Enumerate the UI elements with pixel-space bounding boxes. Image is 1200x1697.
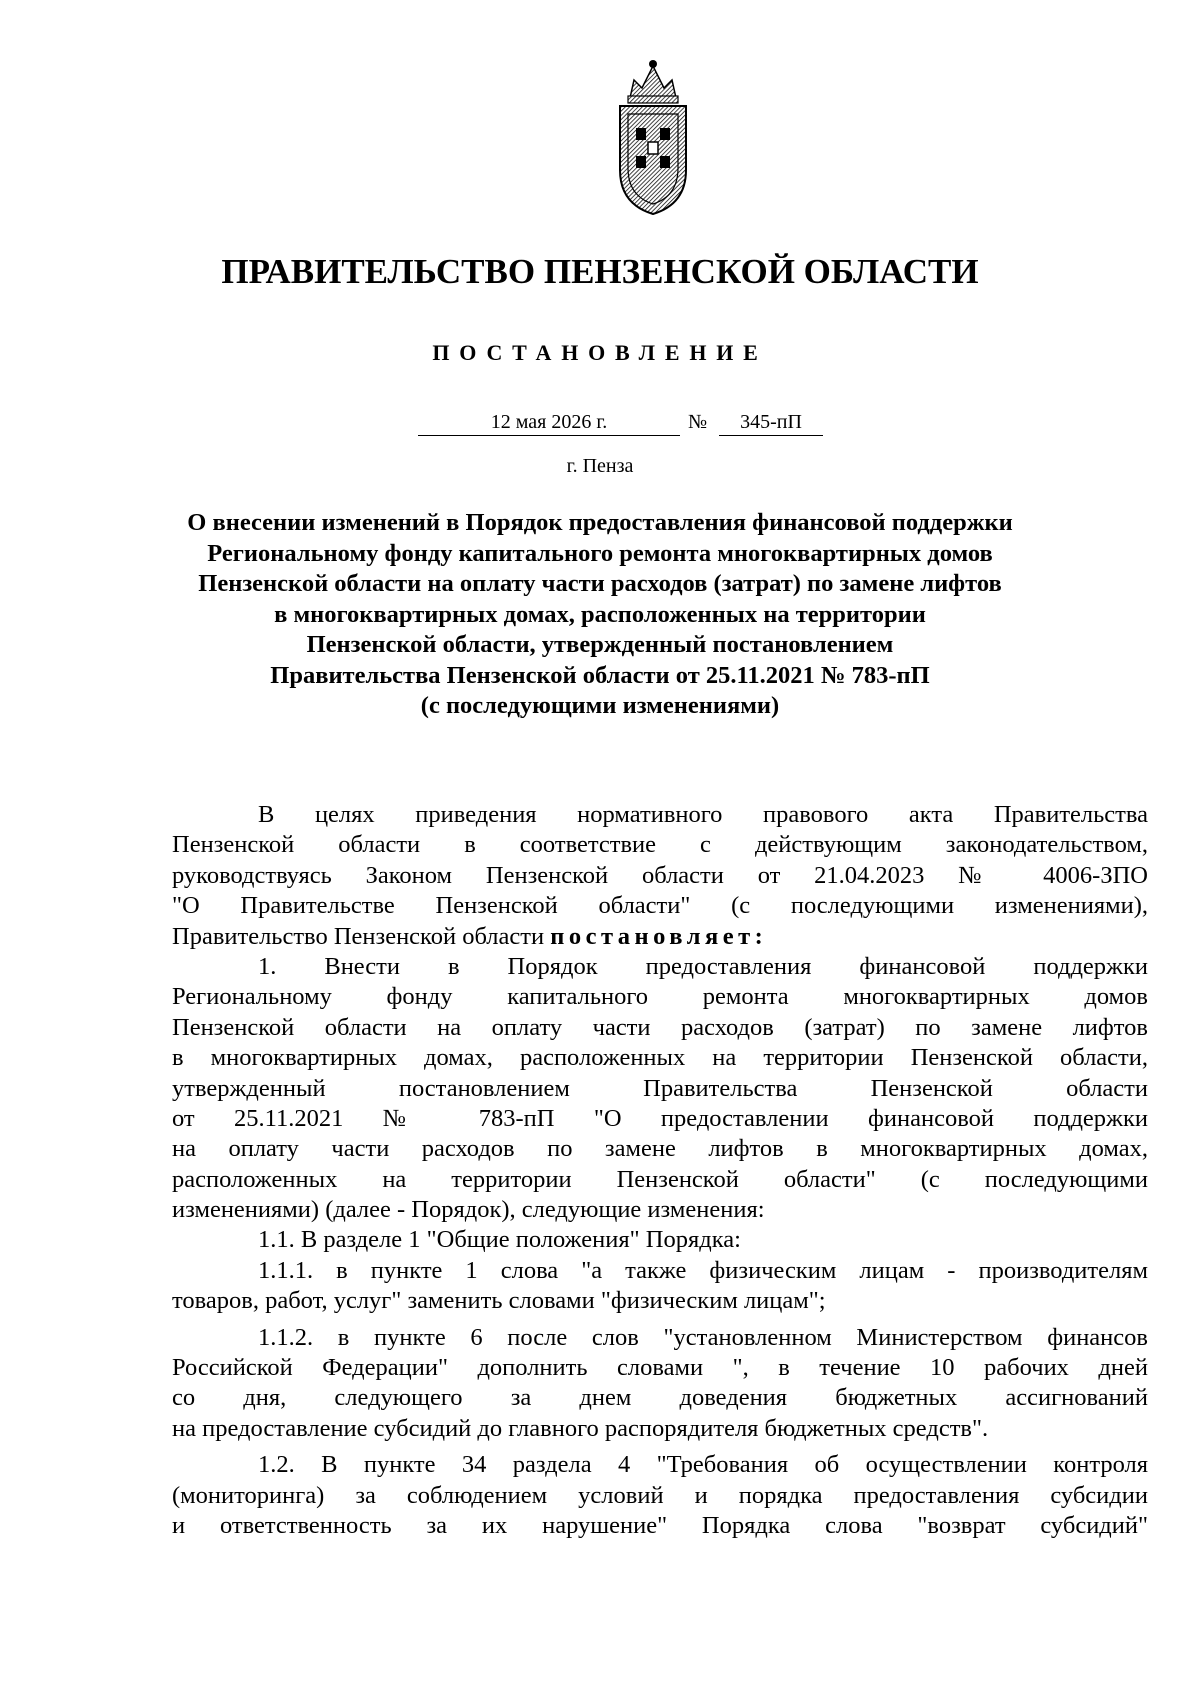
item-1-1-2-line: на предоставление субсидий до главного распорядителя бюджетных средств".: [172, 1414, 989, 1442]
document-title: [170, 508, 1030, 722]
document-body: [172, 800, 1148, 1541]
document-date: 12 мая 2026 г.: [418, 408, 680, 436]
item-1-1-1-line: товаров, работ, услуг" заменить словами "физическим лицам";: [172, 1287, 826, 1315]
resolves-word: постановляет:: [550, 922, 768, 950]
penza-region-coat-of-arms-icon: [610, 58, 696, 220]
organization-name: ПРАВИТЕЛЬСТВО ПЕНЗЕНСКОЙ ОБЛАСТИ: [221, 252, 979, 291]
item-1-1-2-line: со дня, следующего за днем доведения бюджетных ассигнований: [172, 1384, 1148, 1412]
item-1-line: в многоквартирных домах, расположенных на территории Пензенской области,: [172, 1044, 1148, 1072]
document-number: 345-пП: [719, 408, 823, 436]
title-line: Пензенской области, утвержденный постановлением: [306, 631, 894, 658]
title-line: (с последующими изменениями): [420, 692, 780, 719]
preamble-line: руководствуясь Законом Пензенской области от 21.04.2023 № 4006-ЗПО: [172, 861, 1148, 889]
preamble-line: Пензенской области в соответствие с действующим законодательством,: [172, 831, 1148, 859]
preamble-line: В целях приведения нормативного правового акта Правительства: [258, 801, 1148, 828]
item-1-line: расположенных на территории Пензенской области" (с последующими: [172, 1165, 1148, 1193]
item-1-line: Региональному фонду капитального ремонта многоквартирных домов: [172, 983, 1148, 1011]
title-line: в многоквартирных домах, расположенных на территории: [274, 600, 926, 628]
item-1-line: от 25.11.2021 № 783-пП "О предоставлении финансовой поддержки: [172, 1104, 1148, 1132]
preamble-line: "О Правительстве Пензенской области" (с последующими изменениями),: [172, 892, 1148, 920]
title-line: Правительства Пензенской области от 25.11.2021 № 783-пП: [270, 661, 930, 689]
item-1-1: 1.1. В разделе 1 "Общие положения" Порядка:: [258, 1226, 741, 1254]
preamble-government: Правительство Пензенской области: [172, 922, 545, 950]
item-1-1-2-line: Российской Федерации" дополнить словами ", в течение 10 рабочих дней: [172, 1354, 1148, 1382]
item-1-2-line: (мониторинга) за соблюдением условий и порядка предоставления субсидии: [172, 1481, 1148, 1509]
document-date-line: [418, 408, 680, 438]
item-1-line: на оплату части расходов по замене лифтов в многоквартирных домах,: [172, 1135, 1148, 1163]
title-line: О внесении изменений в Порядок предоставления финансовой поддержки: [187, 509, 1013, 536]
item-1-line: утвержденный постановлением Правительства Пензенской области: [172, 1074, 1148, 1102]
item-1-line: изменениями) (далее - Порядок), следующие изменения:: [172, 1196, 765, 1224]
document-place: г. Пенза: [566, 455, 634, 477]
item-1-1-1-line: 1.1.1. в пункте 1 слова "а также физическим лицам - производителям: [258, 1256, 1148, 1284]
title-line: Пензенской области на оплату части расходов (затрат) по замене лифтов: [198, 570, 1002, 597]
item-1-line: 1. Внести в Порядок предоставления финансовой поддержки: [258, 952, 1148, 980]
preamble-last-line: [172, 922, 1148, 952]
item-1-2-line: 1.2. В пункте 34 раздела 4 "Требования об осуществлении контроля: [258, 1451, 1148, 1479]
item-1-2-line: и ответственность за их нарушение" Порядка слова "возврат субсидий": [172, 1511, 1148, 1539]
title-line: Региональному фонду капитального ремонта многоквартирных домов: [207, 539, 993, 567]
item-1-line: Пензенской области на оплату части расходов (затрат) по замене лифтов: [172, 1013, 1148, 1041]
number-sign: №: [688, 411, 708, 433]
item-1-1-2-line: 1.1.2. в пункте 6 после слов "установленном Министерством финансов: [258, 1323, 1148, 1351]
document-type: ПОСТАНОВЛЕНИЕ: [432, 340, 768, 365]
document-number-line: [719, 408, 823, 438]
